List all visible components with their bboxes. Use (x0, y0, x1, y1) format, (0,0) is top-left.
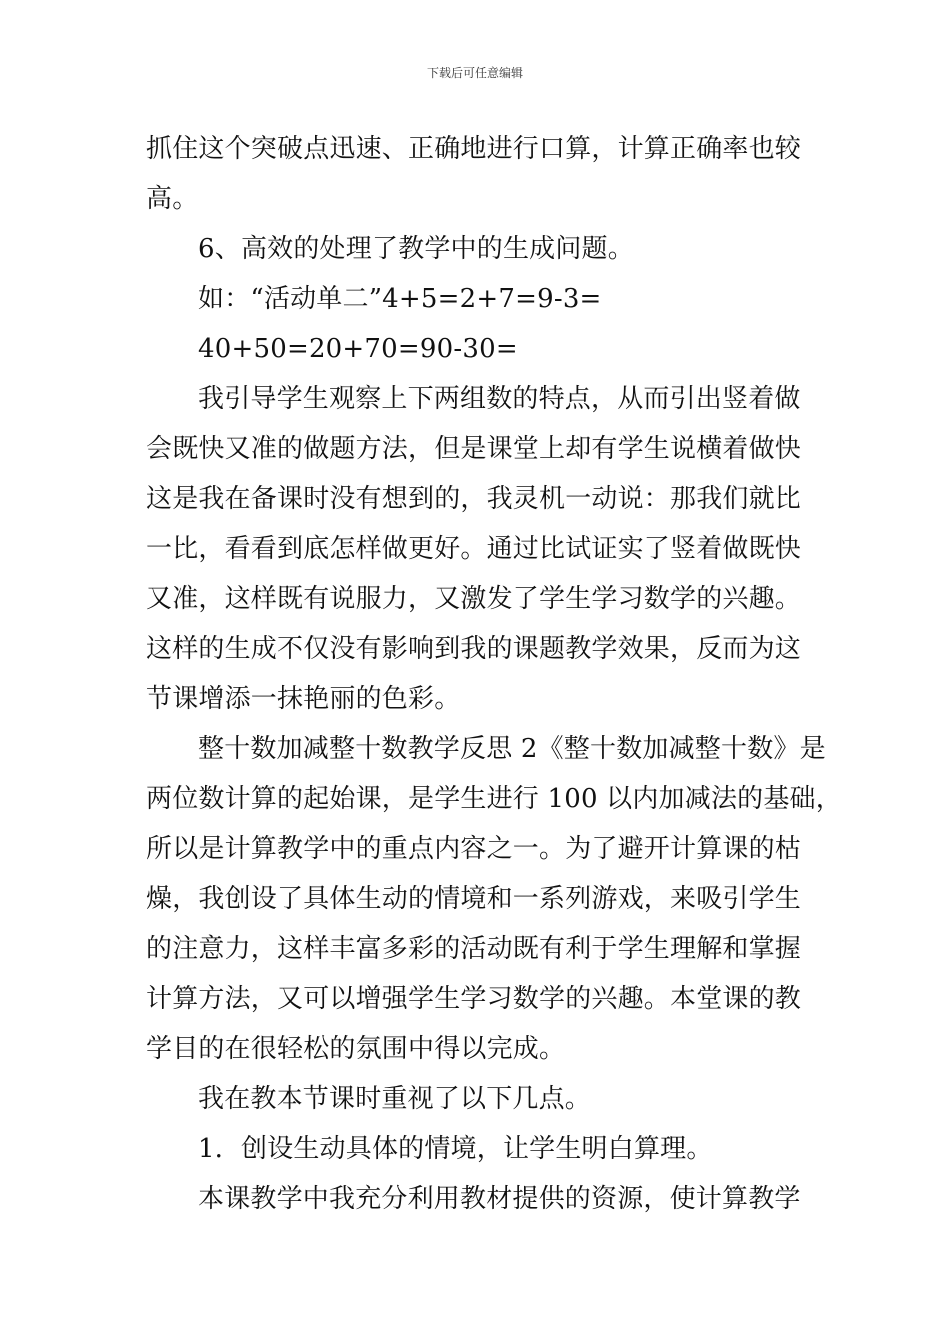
text-line: 抓住这个突破点迅速、正确地进行口算，计算正确率也较 (146, 134, 802, 164)
text-line: 学目的在很轻松的氛围中得以完成。 (146, 1034, 566, 1064)
text-line: 两位数计算的起始课，是学生进行 100 以内加减法的基础， (146, 784, 842, 814)
text-line: 节课增添一抹艳丽的色彩。 (146, 684, 461, 714)
text-line: 一比，看看到底怎样做更好。通过比试证实了竖着做既快 (146, 534, 802, 564)
text-line: 这是我在备课时没有想到的，我灵机一动说：那我们就比 (146, 484, 802, 514)
text-line: 计算方法，又可以增强学生学习数学的兴趣。本堂课的教 (146, 984, 802, 1014)
page-header: 下载后可任意编辑 (426, 66, 523, 80)
text-line: 的注意力，这样丰富多彩的活动既有利于学生理解和掌握 (146, 934, 802, 964)
text-line: 如：“活动单二”4+5=2+7=9-3= (198, 284, 602, 314)
text-line: 40+50=20+70=90-30= (198, 334, 518, 364)
text-line: 会既快又准的做题方法，但是课堂上却有学生说横着做快 (146, 434, 802, 464)
document-body (146, 124, 842, 1224)
text-line: 我在教本节课时重视了以下几点。 (198, 1084, 592, 1114)
text-line: 我引导学生观察上下两组数的特点，从而引出竖着做 (198, 384, 801, 414)
text-line: 又准，这样既有说服力，又激发了学生学习数学的兴趣。 (146, 584, 802, 614)
text-line: 高。 (146, 184, 199, 214)
text-line: 整十数加减整十数教学反思 2《整十数加减整十数》是 (198, 734, 826, 764)
text-line: 所以是计算教学中的重点内容之一。为了避开计算课的枯 (146, 834, 802, 864)
text-line: 本课教学中我充分利用教材提供的资源，使计算教学 (198, 1184, 801, 1214)
text-line: 6、高效的处理了教学中的生成问题。 (198, 234, 634, 264)
text-line: 这样的生成不仅没有影响到我的课题教学效果，反而为这 (146, 634, 802, 664)
text-line: 燥，我创设了具体生动的情境和一系列游戏，来吸引学生 (146, 884, 802, 914)
text-line: 1．创设生动具体的情境，让学生明白算理。 (198, 1134, 713, 1164)
